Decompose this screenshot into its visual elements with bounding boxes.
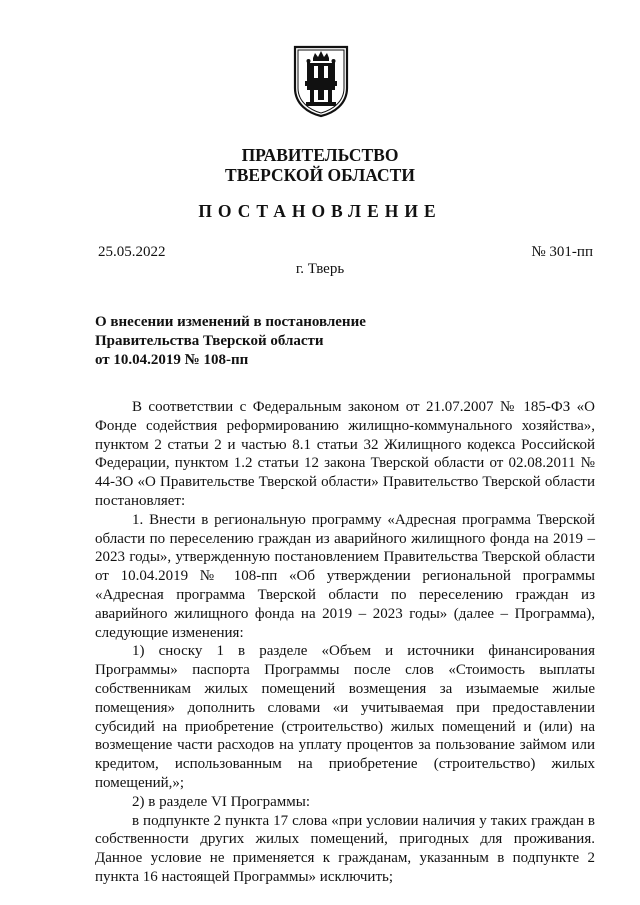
document-city: г. Тверь <box>295 261 345 277</box>
subject-line: от 10.04.2019 № 108-пп <box>95 352 249 368</box>
tver-coat-of-arms-icon <box>292 44 350 118</box>
body-paragraph: В соответствии с Федеральным законом от 21.07.2007 № 185-ФЗ «О Фонде содействия реформированию жилищно-коммунального хозяйства», пунктом 2 статьи 2 и частью 8.1 статьи 32 Жилищного кодекса Российской Федерации, пунктом 1.2 статьи 12 закона Тверской области от 02.08.2011 № 44-ЗО «О Правительстве Тверской области» Правительство Тверской области постановляет: <box>95 399 595 509</box>
government-name-line2: ТВЕРСКОЙ ОБЛАСТИ <box>225 165 415 185</box>
document-number: № 301-пп <box>531 244 593 260</box>
body-paragraph: 2) в разделе VI Программы: <box>132 793 311 810</box>
document-date: 25.05.2022 <box>98 244 166 260</box>
body-paragraph: 1. Внести в региональную программу «Адресная программа Тверской области по переселению граждан из аварийного жилищного фонда на 2019 – 2023 годы», утвержденную постановлением Правительства Тверской области от 10.04.2019 № 108-пп «Об утверждении региональной программы «Адресная программа Тверской области по переселению граждан из аварийного жилищного фонда на 2019 – 2023 годы» (далее – Программа), следующие изменения: <box>95 511 595 641</box>
document-subject <box>95 313 415 370</box>
body-paragraph: в подпункте 2 пункта 17 слова «при условии наличия у таких граждан в собственности других жилых помещений, пригодных для проживания. Данное условие не применяется к гражданам, указанным в подпункте 2 пункта 16 настоящей Программы» исключить; <box>95 812 595 885</box>
government-name-line1: ПРАВИТЕЛЬСТВО <box>241 145 399 165</box>
subject-line: Правительства Тверской области <box>95 333 324 349</box>
document-type: ПОСТАНОВЛЕНИЕ <box>198 201 442 221</box>
subject-line: О внесении изменений в постановление <box>95 314 366 330</box>
document-body <box>95 398 595 887</box>
body-paragraph: 1) сноску 1 в разделе «Объем и источники финансирования Программы» паспорта Программы после слов «Стоимость выплаты собственникам жилых помещений возмещения за изымаемые жилые помещения» дополнить словами «и учитываемая при предоставлении субсидий на приобретение (строительство) жилых помещений и (или) на возмещение части расходов на уплату процентов за пользование займом или кредитом, использованным на приобретение (строительство) жилых помещений,»; <box>95 643 595 791</box>
